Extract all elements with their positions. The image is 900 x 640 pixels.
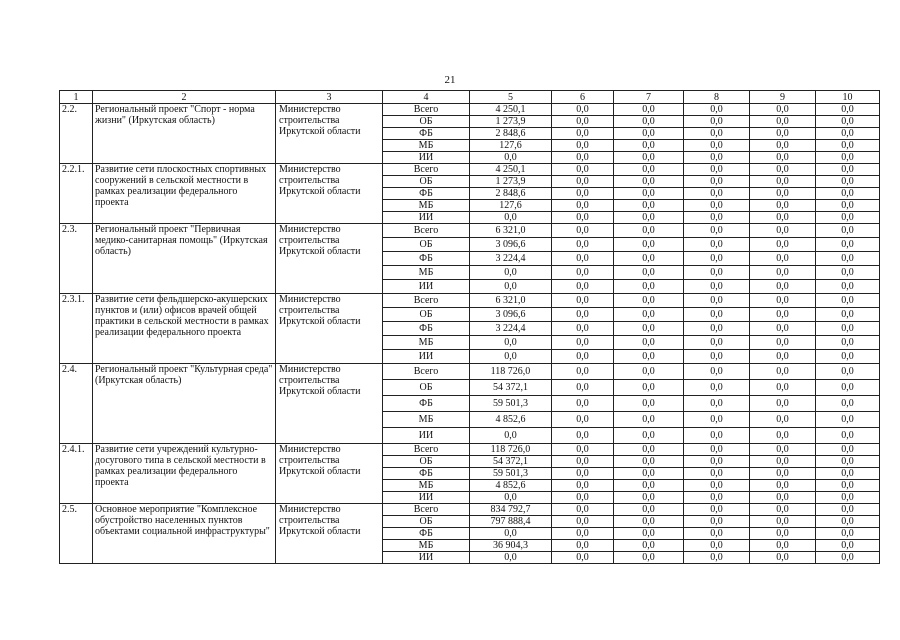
funding-source: ИИ (383, 492, 470, 504)
value-col-6: 0,0 (552, 350, 614, 364)
value-col-8: 0,0 (684, 128, 750, 140)
value-col-10: 0,0 (816, 280, 880, 294)
value-col-6: 0,0 (552, 164, 614, 176)
value-col-9: 0,0 (750, 552, 816, 564)
value-col-8: 0,0 (684, 280, 750, 294)
value-col-9: 0,0 (750, 252, 816, 266)
column-number-8: 8 (684, 91, 750, 104)
funding-total: 0,0 (470, 492, 552, 504)
value-col-7: 0,0 (614, 280, 684, 294)
value-col-8: 0,0 (684, 266, 750, 280)
value-col-9: 0,0 (750, 104, 816, 116)
column-number-6: 6 (552, 91, 614, 104)
funding-total: 127,6 (470, 200, 552, 212)
funding-source: ИИ (383, 552, 470, 564)
value-col-9: 0,0 (750, 456, 816, 468)
row-name: Основное мероприятие "Комплексное обустройство населенных пунктов объектами социальной инфраструктуры" (93, 504, 276, 564)
value-col-6: 0,0 (552, 412, 614, 428)
value-col-10: 0,0 (816, 516, 880, 528)
funding-source: ФБ (383, 468, 470, 480)
value-col-9: 0,0 (750, 444, 816, 456)
value-col-10: 0,0 (816, 504, 880, 516)
value-col-6: 0,0 (552, 504, 614, 516)
value-col-8: 0,0 (684, 412, 750, 428)
value-col-9: 0,0 (750, 350, 816, 364)
value-col-7: 0,0 (614, 364, 684, 380)
funding-source: Всего (383, 444, 470, 456)
funding-total: 3 224,4 (470, 322, 552, 336)
funding-total: 0,0 (470, 152, 552, 164)
funding-total: 118 726,0 (470, 444, 552, 456)
value-col-10: 0,0 (816, 322, 880, 336)
value-col-6: 0,0 (552, 540, 614, 552)
value-col-9: 0,0 (750, 128, 816, 140)
value-col-8: 0,0 (684, 480, 750, 492)
value-col-10: 0,0 (816, 188, 880, 200)
funding-total: 1 273,9 (470, 176, 552, 188)
funding-source: Всего (383, 164, 470, 176)
value-col-6: 0,0 (552, 428, 614, 444)
value-col-10: 0,0 (816, 164, 880, 176)
value-col-7: 0,0 (614, 116, 684, 128)
value-col-10: 0,0 (816, 540, 880, 552)
value-col-10: 0,0 (816, 200, 880, 212)
value-col-8: 0,0 (684, 104, 750, 116)
value-col-8: 0,0 (684, 164, 750, 176)
value-col-6: 0,0 (552, 308, 614, 322)
value-col-8: 0,0 (684, 336, 750, 350)
value-col-7: 0,0 (614, 540, 684, 552)
value-col-6: 0,0 (552, 266, 614, 280)
row-name: Региональный проект "Культурная среда" (Иркутская область) (93, 364, 276, 444)
value-col-6: 0,0 (552, 212, 614, 224)
funding-total: 0,0 (470, 212, 552, 224)
value-col-8: 0,0 (684, 212, 750, 224)
value-col-10: 0,0 (816, 468, 880, 480)
value-col-7: 0,0 (614, 396, 684, 412)
table-row (60, 444, 880, 456)
value-col-7: 0,0 (614, 528, 684, 540)
value-col-7: 0,0 (614, 552, 684, 564)
value-col-10: 0,0 (816, 140, 880, 152)
value-col-10: 0,0 (816, 128, 880, 140)
row-responsible: Министерство строительства Иркутской области (276, 164, 383, 224)
value-col-9: 0,0 (750, 224, 816, 238)
funding-total: 4 250,1 (470, 164, 552, 176)
value-col-8: 0,0 (684, 456, 750, 468)
value-col-10: 0,0 (816, 294, 880, 308)
value-col-8: 0,0 (684, 308, 750, 322)
column-number-9: 9 (750, 91, 816, 104)
funding-total: 59 501,3 (470, 468, 552, 480)
value-col-8: 0,0 (684, 528, 750, 540)
value-col-6: 0,0 (552, 322, 614, 336)
value-col-8: 0,0 (684, 492, 750, 504)
funding-source: ОБ (383, 116, 470, 128)
value-col-8: 0,0 (684, 540, 750, 552)
funding-source: ИИ (383, 212, 470, 224)
value-col-6: 0,0 (552, 238, 614, 252)
value-col-7: 0,0 (614, 336, 684, 350)
value-col-10: 0,0 (816, 492, 880, 504)
value-col-6: 0,0 (552, 336, 614, 350)
funding-source: ИИ (383, 428, 470, 444)
value-col-9: 0,0 (750, 428, 816, 444)
value-col-9: 0,0 (750, 308, 816, 322)
value-col-8: 0,0 (684, 294, 750, 308)
value-col-8: 0,0 (684, 252, 750, 266)
value-col-8: 0,0 (684, 322, 750, 336)
value-col-10: 0,0 (816, 380, 880, 396)
row-responsible: Министерство строительства Иркутской области (276, 504, 383, 564)
value-col-8: 0,0 (684, 428, 750, 444)
value-col-8: 0,0 (684, 140, 750, 152)
value-col-10: 0,0 (816, 152, 880, 164)
value-col-7: 0,0 (614, 224, 684, 238)
value-col-6: 0,0 (552, 104, 614, 116)
funding-source: Всего (383, 504, 470, 516)
value-col-6: 0,0 (552, 364, 614, 380)
funding-total: 36 904,3 (470, 540, 552, 552)
value-col-8: 0,0 (684, 188, 750, 200)
value-col-6: 0,0 (552, 116, 614, 128)
value-col-6: 0,0 (552, 252, 614, 266)
funding-source: ФБ (383, 252, 470, 266)
value-col-6: 0,0 (552, 280, 614, 294)
row-code: 2.2.1. (60, 164, 93, 224)
value-col-9: 0,0 (750, 412, 816, 428)
value-col-9: 0,0 (750, 294, 816, 308)
funding-total: 54 372,1 (470, 380, 552, 396)
value-col-7: 0,0 (614, 188, 684, 200)
row-name: Региональный проект "Первичная медико-санитарная помощь" (Иркутская область) (93, 224, 276, 294)
value-col-8: 0,0 (684, 152, 750, 164)
value-col-7: 0,0 (614, 238, 684, 252)
funding-source: МБ (383, 266, 470, 280)
value-col-6: 0,0 (552, 140, 614, 152)
row-code: 2.5. (60, 504, 93, 564)
funding-source: ОБ (383, 238, 470, 252)
value-col-9: 0,0 (750, 468, 816, 480)
funding-total: 127,6 (470, 140, 552, 152)
table-row (60, 224, 880, 238)
table-body (60, 104, 880, 564)
funding-total: 3 096,6 (470, 308, 552, 322)
value-col-7: 0,0 (614, 504, 684, 516)
funding-total: 6 321,0 (470, 224, 552, 238)
value-col-9: 0,0 (750, 396, 816, 412)
value-col-8: 0,0 (684, 224, 750, 238)
column-number-row (60, 91, 880, 104)
value-col-9: 0,0 (750, 266, 816, 280)
funding-source: Всего (383, 104, 470, 116)
value-col-10: 0,0 (816, 528, 880, 540)
value-col-7: 0,0 (614, 128, 684, 140)
column-number-4: 4 (383, 91, 470, 104)
value-col-6: 0,0 (552, 480, 614, 492)
row-name: Региональный проект "Спорт - норма жизни" (Иркутская область) (93, 104, 276, 164)
row-code: 2.2. (60, 104, 93, 164)
value-col-10: 0,0 (816, 104, 880, 116)
value-col-7: 0,0 (614, 164, 684, 176)
value-col-10: 0,0 (816, 116, 880, 128)
funding-total: 834 792,7 (470, 504, 552, 516)
value-col-10: 0,0 (816, 212, 880, 224)
value-col-7: 0,0 (614, 428, 684, 444)
value-col-10: 0,0 (816, 428, 880, 444)
funding-source: ФБ (383, 188, 470, 200)
funding-source: ФБ (383, 322, 470, 336)
value-col-8: 0,0 (684, 396, 750, 412)
value-col-8: 0,0 (684, 200, 750, 212)
value-col-10: 0,0 (816, 176, 880, 188)
value-col-8: 0,0 (684, 504, 750, 516)
value-col-8: 0,0 (684, 444, 750, 456)
value-col-7: 0,0 (614, 104, 684, 116)
value-col-9: 0,0 (750, 116, 816, 128)
funding-source: ФБ (383, 396, 470, 412)
value-col-6: 0,0 (552, 456, 614, 468)
value-col-7: 0,0 (614, 480, 684, 492)
funding-source: Всего (383, 294, 470, 308)
funding-total: 0,0 (470, 350, 552, 364)
value-col-7: 0,0 (614, 350, 684, 364)
row-code: 2.4.1. (60, 444, 93, 504)
column-number-10: 10 (816, 91, 880, 104)
funding-source: МБ (383, 200, 470, 212)
funding-source: ИИ (383, 350, 470, 364)
value-col-9: 0,0 (750, 280, 816, 294)
value-col-6: 0,0 (552, 552, 614, 564)
value-col-9: 0,0 (750, 212, 816, 224)
funding-source: Всего (383, 364, 470, 380)
value-col-6: 0,0 (552, 516, 614, 528)
funding-source: ОБ (383, 456, 470, 468)
funding-total: 59 501,3 (470, 396, 552, 412)
value-col-6: 0,0 (552, 444, 614, 456)
funding-total: 3 096,6 (470, 238, 552, 252)
value-col-7: 0,0 (614, 380, 684, 396)
funding-total: 0,0 (470, 528, 552, 540)
funding-total: 2 848,6 (470, 188, 552, 200)
table-row (60, 104, 880, 116)
funding-total: 0,0 (470, 428, 552, 444)
funding-source: ОБ (383, 176, 470, 188)
value-col-10: 0,0 (816, 456, 880, 468)
funding-source: ОБ (383, 308, 470, 322)
funding-source: ОБ (383, 380, 470, 396)
value-col-7: 0,0 (614, 152, 684, 164)
funding-total: 1 273,9 (470, 116, 552, 128)
funding-total: 0,0 (470, 336, 552, 350)
funding-source: ФБ (383, 128, 470, 140)
value-col-7: 0,0 (614, 212, 684, 224)
funding-total: 0,0 (470, 266, 552, 280)
value-col-6: 0,0 (552, 188, 614, 200)
value-col-9: 0,0 (750, 200, 816, 212)
table-row (60, 294, 880, 308)
value-col-7: 0,0 (614, 140, 684, 152)
page-number: 21 (444, 74, 456, 86)
funding-total: 0,0 (470, 280, 552, 294)
value-col-7: 0,0 (614, 176, 684, 188)
column-number-header (60, 91, 880, 104)
row-responsible: Министерство строительства Иркутской области (276, 224, 383, 294)
funding-source: МБ (383, 336, 470, 350)
value-col-8: 0,0 (684, 238, 750, 252)
value-col-9: 0,0 (750, 176, 816, 188)
value-col-10: 0,0 (816, 252, 880, 266)
row-responsible: Министерство строительства Иркутской области (276, 364, 383, 444)
value-col-9: 0,0 (750, 238, 816, 252)
value-col-9: 0,0 (750, 528, 816, 540)
value-col-6: 0,0 (552, 380, 614, 396)
value-col-9: 0,0 (750, 322, 816, 336)
funding-total: 4 852,6 (470, 412, 552, 428)
row-name: Развитие сети плоскостных спортивных сооружений в сельской местности в рамках реализации федерального проекта (93, 164, 276, 224)
value-col-7: 0,0 (614, 322, 684, 336)
value-col-8: 0,0 (684, 552, 750, 564)
value-col-6: 0,0 (552, 176, 614, 188)
value-col-6: 0,0 (552, 128, 614, 140)
value-col-8: 0,0 (684, 468, 750, 480)
funding-source: МБ (383, 140, 470, 152)
value-col-7: 0,0 (614, 252, 684, 266)
table-row (60, 164, 880, 176)
value-col-10: 0,0 (816, 444, 880, 456)
row-code: 2.4. (60, 364, 93, 444)
funding-total: 0,0 (470, 552, 552, 564)
value-col-9: 0,0 (750, 364, 816, 380)
value-col-10: 0,0 (816, 350, 880, 364)
value-col-7: 0,0 (614, 266, 684, 280)
row-responsible: Министерство строительства Иркутской области (276, 444, 383, 504)
value-col-9: 0,0 (750, 516, 816, 528)
value-col-10: 0,0 (816, 412, 880, 428)
value-col-8: 0,0 (684, 364, 750, 380)
column-number-7: 7 (614, 91, 684, 104)
value-col-9: 0,0 (750, 380, 816, 396)
funding-source: ИИ (383, 280, 470, 294)
value-col-10: 0,0 (816, 364, 880, 380)
value-col-10: 0,0 (816, 336, 880, 350)
funding-total: 6 321,0 (470, 294, 552, 308)
value-col-10: 0,0 (816, 396, 880, 412)
value-col-10: 0,0 (816, 224, 880, 238)
table-row (60, 364, 880, 380)
funding-source: МБ (383, 540, 470, 552)
value-col-9: 0,0 (750, 492, 816, 504)
funding-total: 4 852,6 (470, 480, 552, 492)
value-col-7: 0,0 (614, 200, 684, 212)
value-col-6: 0,0 (552, 294, 614, 308)
funding-source: ИИ (383, 152, 470, 164)
value-col-9: 0,0 (750, 188, 816, 200)
funding-total: 54 372,1 (470, 456, 552, 468)
value-col-10: 0,0 (816, 238, 880, 252)
value-col-6: 0,0 (552, 152, 614, 164)
row-responsible: Министерство строительства Иркутской области (276, 294, 383, 364)
value-col-7: 0,0 (614, 492, 684, 504)
value-col-6: 0,0 (552, 200, 614, 212)
value-col-7: 0,0 (614, 456, 684, 468)
value-col-9: 0,0 (750, 336, 816, 350)
row-name: Развитие сети фельдшерско-акушерских пунктов и (или) офисов врачей общей практики в сельской местности в рамках реализации федерального проекта (93, 294, 276, 364)
value-col-8: 0,0 (684, 380, 750, 396)
value-col-9: 0,0 (750, 504, 816, 516)
funding-source: МБ (383, 480, 470, 492)
value-col-10: 0,0 (816, 266, 880, 280)
value-col-6: 0,0 (552, 528, 614, 540)
funding-total: 3 224,4 (470, 252, 552, 266)
value-col-8: 0,0 (684, 176, 750, 188)
funding-source: ФБ (383, 528, 470, 540)
value-col-7: 0,0 (614, 412, 684, 428)
value-col-6: 0,0 (552, 396, 614, 412)
value-col-10: 0,0 (816, 552, 880, 564)
row-name: Развитие сети учреждений культурно-досугового типа в сельской местности в рамках реализации федерального проекта (93, 444, 276, 504)
value-col-7: 0,0 (614, 468, 684, 480)
value-col-7: 0,0 (614, 516, 684, 528)
value-col-7: 0,0 (614, 444, 684, 456)
row-responsible: Министерство строительства Иркутской области (276, 104, 383, 164)
value-col-9: 0,0 (750, 152, 816, 164)
funding-source: МБ (383, 412, 470, 428)
value-col-7: 0,0 (614, 308, 684, 322)
budget-table (59, 90, 880, 564)
value-col-9: 0,0 (750, 140, 816, 152)
value-col-8: 0,0 (684, 350, 750, 364)
funding-total: 797 888,4 (470, 516, 552, 528)
funding-source: Всего (383, 224, 470, 238)
row-code: 2.3. (60, 224, 93, 294)
value-col-9: 0,0 (750, 164, 816, 176)
value-col-10: 0,0 (816, 308, 880, 322)
value-col-8: 0,0 (684, 116, 750, 128)
value-col-9: 0,0 (750, 480, 816, 492)
funding-total: 4 250,1 (470, 104, 552, 116)
table-row (60, 504, 880, 516)
funding-source: ОБ (383, 516, 470, 528)
funding-total: 2 848,6 (470, 128, 552, 140)
value-col-6: 0,0 (552, 224, 614, 238)
value-col-10: 0,0 (816, 480, 880, 492)
value-col-8: 0,0 (684, 516, 750, 528)
value-col-9: 0,0 (750, 540, 816, 552)
value-col-6: 0,0 (552, 492, 614, 504)
row-code: 2.3.1. (60, 294, 93, 364)
column-number-5: 5 (470, 91, 552, 104)
column-number-2: 2 (93, 91, 276, 104)
column-number-3: 3 (276, 91, 383, 104)
value-col-6: 0,0 (552, 468, 614, 480)
value-col-7: 0,0 (614, 294, 684, 308)
funding-total: 118 726,0 (470, 364, 552, 380)
column-number-1: 1 (60, 91, 93, 104)
